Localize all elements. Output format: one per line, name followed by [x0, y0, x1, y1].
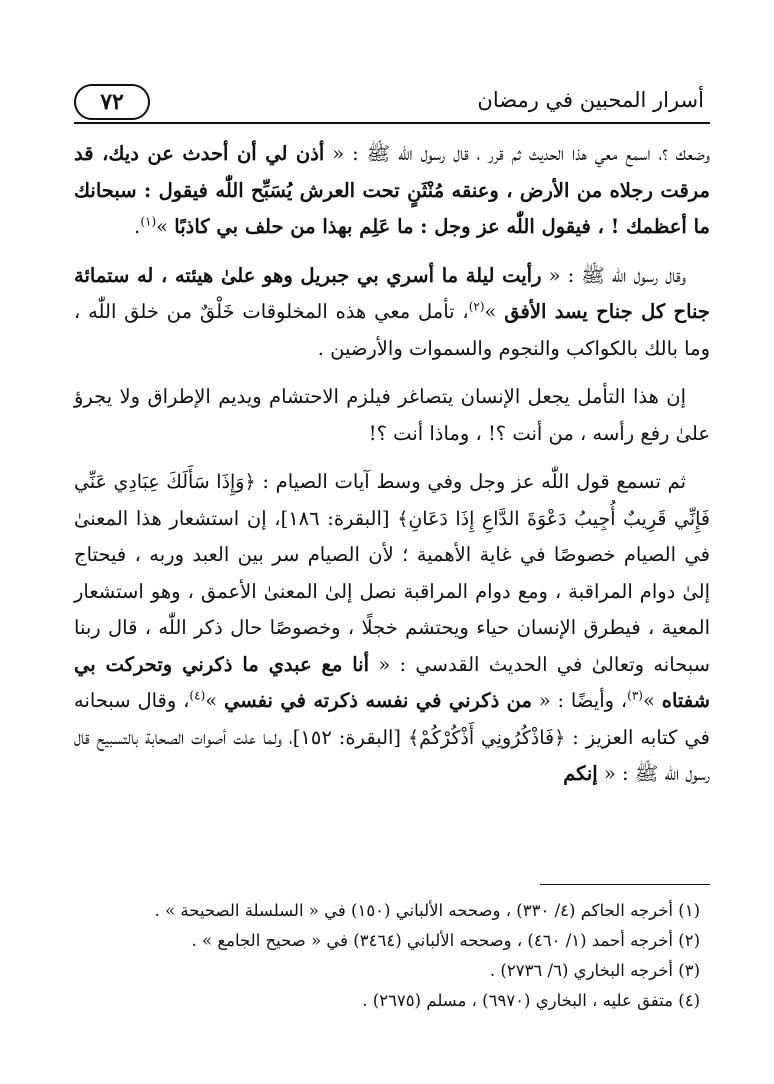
text-run: ، إن استشعار هذا المعنىٰ في الصيام خصوصًا في غاية الأهمية ؛ لأن الصيام سر بين العبد وربه ، فيحتاج إلىٰ دوام المراقبة ، ومع دوام المراقبة نصل إلىٰ المعنىٰ الأعمق ، وهو استشعار المعية ، فيطرق الإنسان حياء ويحتشم خجلًا ، وخصوصًا حال ذكر اللّٰه ، قال ربنا سبحانه وتعالىٰ في الحديث القدسي : « — [74, 506, 710, 676]
hadith-text: أنا مع عبدي ما ذكرني وتحركت بي شفتاه — [74, 652, 710, 712]
text-run: ، وأيضًا : « — [531, 689, 628, 712]
book-title: أسرار المحبين في رمضان — [477, 88, 704, 112]
hadith-text: رأيت ليلة ما أسري بي جبريل وهو علىٰ هيئته ، له ستمائة جناح كل جناح يسد الأفق — [74, 263, 710, 323]
verse-reference: [البقرة: ١٨٦] — [280, 506, 398, 530]
text-run: » — [205, 689, 224, 712]
paragraph-2 — [74, 258, 710, 368]
page-number-badge — [74, 84, 150, 120]
footnote-ref-1[interactable]: (١) — [140, 214, 157, 229]
page-number: ٧٢ — [100, 89, 124, 115]
text-run: » — [484, 300, 505, 323]
text-run: » — [156, 215, 175, 238]
book-page — [74, 78, 710, 1038]
footnote-2: (٢) أخرجه أحمد (١/ ٤٦٠) ، وصححه الألباني (٣٤٦٤) في « صحيح الجامع » . — [191, 931, 700, 950]
text-run: ، تأمل معي هذه المخلوقات خَلْقٌ من خلق اللّٰه ، وما بالك بالكواكب والنجوم والسموات والأرضين . — [74, 300, 710, 360]
text-run: . — [134, 215, 141, 238]
hadith-text: أذن لي أن أحدث عن ديك، قد مرقت رجلاه من الأرض ، وعنقه مُنْثَنٍ تحت العرش يُسَبِّح اللّٰه فيقول : سبحانك ما أعظمك ! ، فيقول اللّٰه عز وجل : ما عَلِم بهذا من حلف بي كاذبًا — [74, 142, 710, 238]
quran-verse: ﴿وَإِذَا سَأَلَكَ عِبَادِي عَنِّي فَإِنِّي قَرِيبٌ أُجِيبُ دَعْوَةَ الدَّاعِ إِذَا دَعَانِ﴾ — [74, 471, 710, 530]
text-run: » — [642, 689, 662, 712]
footnotes — [74, 896, 710, 1016]
paragraph-4 — [74, 464, 710, 793]
footnote-ref-2[interactable]: (٢) — [468, 299, 485, 314]
text-run: ، ولما علت أصوات الصحابة بالتسبيح قال رسول اللّٰه ﷺ : « — [74, 725, 710, 785]
text-run: وقال رسول اللّٰه ﷺ : « — [541, 263, 686, 287]
hadith-text: إنكم — [563, 762, 598, 785]
footnote-divider — [540, 884, 710, 885]
text-run: ، وقال سبحانه في كتابه العزيز : — [74, 689, 710, 749]
main-text — [74, 136, 710, 805]
quran-verse: ﴿فَاذْكُرُونِي أَذْكُرْكُمْ﴾ — [408, 726, 566, 749]
footnote-ref-4[interactable]: (٤) — [189, 688, 206, 703]
footnote-1: (١) أخرجه الحاكم (٤/ ٣٣٠) ، وصححه الألباني (١٥٠) في « السلسلة الصحيحة » . — [154, 901, 700, 920]
page-header — [74, 78, 710, 124]
paragraph-1 — [74, 136, 710, 246]
paragraph-3: إن هذا التأمل يجعل الإنسان يتصاغر فيلزم الاحتشام ويديم الإطراق ولا يجرؤ علىٰ رفع رأسه ، من أنت ؟! ، وماذا أنت ؟! — [74, 385, 710, 445]
verse-reference: [البقرة: ١٥٢] — [292, 725, 409, 749]
footnote-3: (٣) أخرجه البخاري (٦/ ٢٧٣٦) . — [489, 961, 700, 980]
text-run: وضعك ؟، اسمع معي هذا الحديث ثم قرر ، قال رسول اللّٰه ﷺ : « — [324, 142, 710, 165]
footnote-ref-3[interactable]: (٣) — [627, 688, 643, 703]
footnote-4: (٤) متفق عليه ، البخاري (٦٩٧٠) ، مسلم (٢٦٧٥) . — [362, 991, 700, 1010]
text-run: ثم تسمع قول اللّٰه عز وجل وفي وسط آيات الصيام : — [255, 470, 687, 493]
hadith-text: من ذكرني في نفسه ذكرته في نفسي — [224, 689, 532, 712]
